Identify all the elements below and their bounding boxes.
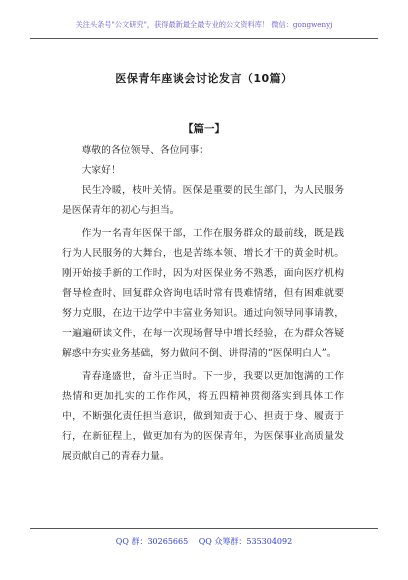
paragraph: 青春逢盛世，奋斗正当时。下一步，我要以更加饱满的工作热情和更加扎实的工作作风，将五四精神贯彻落实到具体工作中，不断强化责任担当意识，做到知责于心、担责于身、履责于行，在新征程上，做更加有为的医保青年，为医保事业高质量发展贡献自己的青春力量。 (62, 371, 344, 462)
paragraph: 作为一名青年医保干部，工作在服务群众的最前线，既是践行为人民服务的大舞台，也是苦练本领、增长才干的黄金时机。刚开始接手新的工作时，因为对医保业务不熟悉，面向医疗机构督导检查时、回复群众咨询电话时常有畏难情绪，但有困难就要努力克服，在边干边学中丰富业务知识。通过向领导同事请教，一遍遍研读文件，在每一次现场督导中增长经验，在为群众答疑解惑中夯实业务基础，努力做问不倒、讲得清的“医保明白人”。 (62, 228, 344, 359)
header-note: 关注头条号"公文研究"，获得最新最全最专业的公文资料库！ 微信：gongwenyj (75, 20, 333, 29)
section-heading: 【篇一】 (183, 123, 225, 135)
header-divider (30, 38, 378, 39)
footer-divider (30, 528, 378, 529)
document-title: 医保青年座谈会讨论发言（10篇） (115, 72, 293, 85)
salutation: 尊敬的各位领导、各位同事： (81, 145, 209, 156)
qq-group-label: QQ 群：30265665 (115, 537, 189, 546)
qq-crowdfund-group-label: QQ 众筹群：535304092 (198, 537, 293, 546)
greeting: 大家好！ (81, 165, 121, 176)
paragraph: 民生冷暖，枝叶关情。医保是重要的民生部门，为人民服务是医保青年的初心与担当。 (62, 185, 344, 216)
footer-note (0, 536, 408, 547)
document-body (62, 141, 344, 467)
